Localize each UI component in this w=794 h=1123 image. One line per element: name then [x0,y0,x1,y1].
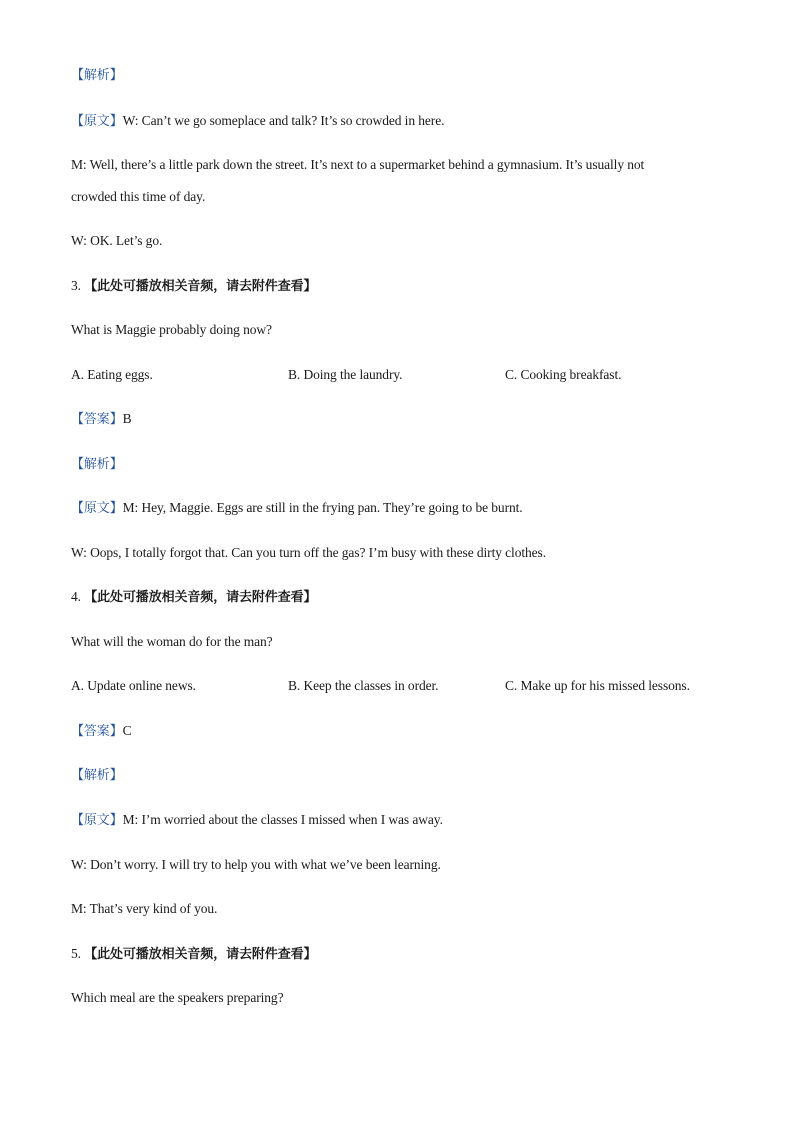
option-a: A. Update online news. [71,678,196,693]
option-b: B. Doing the laundry. [288,367,403,382]
transcript-line [71,856,441,874]
transcript-text: W: Can’t we go someplace and talk? It’s so crowded in here. [122,113,445,128]
question-text: What will the woman do for the man? [71,634,273,649]
question-number: 5. [71,946,85,961]
transcript-text: W: OK. Let’s go. [71,233,163,248]
transcript-text: M: That’s very kind of you. [71,901,218,916]
transcript-line [71,112,444,131]
audio-placeholder-label: 【此处可播放相关音频，请去附件查看】 [84,947,317,962]
analysis-tag: 【解析】 [71,768,123,783]
transcript-text: M: Hey, Maggie. Eggs are still in the frying pan. They’re going to be burnt. [122,500,523,515]
answer-value: B [122,411,132,426]
transcript-line [71,900,217,918]
transcript-tag: 【原文】 [71,813,123,828]
question-4-text [71,633,273,651]
answer-line [71,410,132,429]
analysis-heading [71,66,123,85]
transcript-line [71,232,162,250]
answer-tag: 【答案】 [71,724,123,739]
question-text: Which meal are the speakers preparing? [71,990,284,1005]
question-number: 3. [71,278,85,293]
analysis-tag: 【解析】 [71,68,123,83]
question-text: What is Maggie probably doing now? [71,322,272,337]
transcript-line [71,544,546,562]
transcript-text: W: Don’t worry. I will try to help you with what we’ve been learning. [71,857,441,872]
question-3-header [71,277,316,296]
option-c: C. Make up for his missed lessons. [505,678,690,693]
answer-value: C [122,723,132,738]
option-c: C. Cooking breakfast. [505,367,622,382]
transcript-tag: 【原文】 [71,114,123,129]
answer-tag: 【答案】 [71,412,123,427]
transcript-line [71,811,443,830]
audio-placeholder-label: 【此处可播放相关音频，请去附件查看】 [84,590,317,605]
answer-line [71,722,132,741]
question-5-header [71,945,316,964]
analysis-heading [71,766,123,785]
transcript-text: M: I’m worried about the classes I missed when I was away. [122,812,443,827]
question-3-text [71,321,272,339]
analysis-heading [71,455,123,474]
question-number: 4. [71,589,85,604]
audio-placeholder-label: 【此处可播放相关音频，请去附件查看】 [84,279,317,294]
question-5-text [71,989,283,1007]
transcript-text: M: Well, there’s a little park down the street. It’s next to a supermarket behind a gymnasium. It’s usually not [71,157,645,172]
option-b: B. Keep the classes in order. [288,678,439,693]
transcript-line [71,499,523,518]
transcript-text: W: Oops, I totally forgot that. Can you turn off the gas? I’m busy with these dirty clothes. [71,545,546,560]
question-4-header [71,588,316,607]
transcript-tag: 【原文】 [71,501,123,516]
transcript-line [71,188,205,206]
transcript-text: crowded this time of day. [71,189,206,204]
option-a: A. Eating eggs. [71,367,153,382]
analysis-tag: 【解析】 [71,457,123,472]
transcript-line [71,156,644,174]
